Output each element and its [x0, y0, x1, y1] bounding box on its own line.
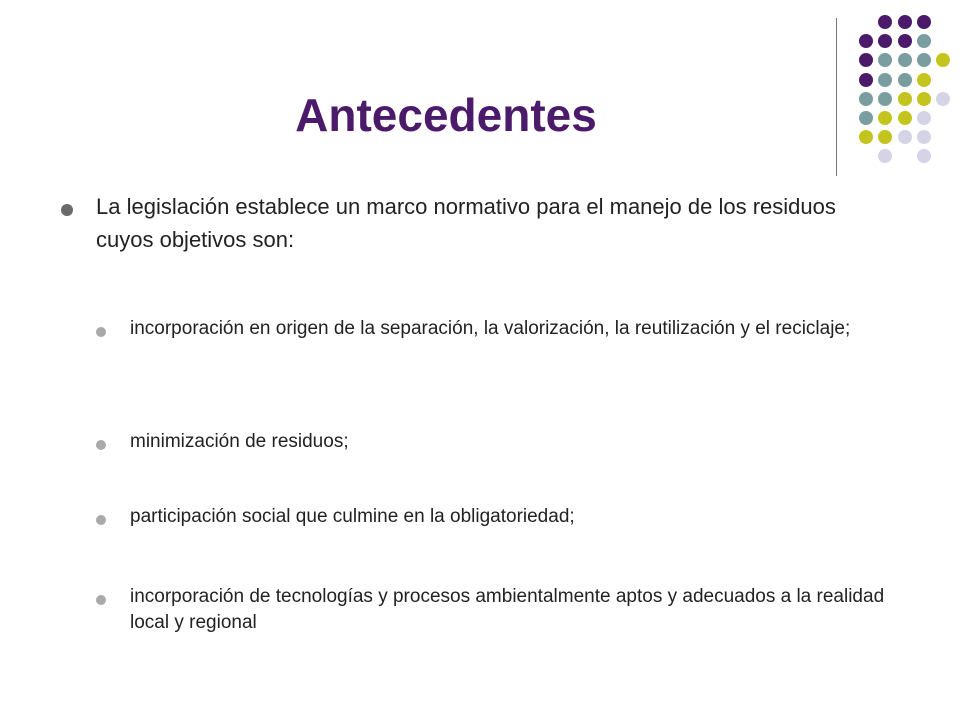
- dot-teal: [859, 111, 873, 125]
- dot-teal: [878, 53, 892, 67]
- dot-lavender: [936, 92, 950, 106]
- dot-lavender: [917, 149, 931, 163]
- dot-purple: [917, 15, 931, 29]
- sub-bullet-dot-icon: [96, 327, 106, 337]
- dot-teal: [898, 73, 912, 87]
- vertical-divider: [836, 18, 837, 176]
- dot-teal: [917, 53, 931, 67]
- bullet-dot-icon: [61, 204, 73, 216]
- dot-purple: [898, 15, 912, 29]
- dot-olive: [859, 130, 873, 144]
- sub-bullet-text-1: incorporación en origen de la separación, la valorización, la reutilización y el reciclaje;: [130, 318, 851, 339]
- sub-bullet-dot-icon: [96, 515, 106, 525]
- dot-purple: [878, 15, 892, 29]
- dot-teal: [878, 92, 892, 106]
- sub-bullet-text-4: incorporación de tecnologías y procesos ambientalmente aptos y adecuados a la realidad local y regional: [130, 586, 885, 633]
- dot-purple: [859, 34, 873, 48]
- dot-lavender: [917, 130, 931, 144]
- dot-teal: [859, 92, 873, 106]
- dot-purple: [859, 73, 873, 87]
- dot-lavender: [917, 111, 931, 125]
- dot-teal: [898, 53, 912, 67]
- dot-teal: [878, 73, 892, 87]
- dot-olive: [917, 92, 931, 106]
- dot-purple: [898, 34, 912, 48]
- dot-olive: [917, 73, 931, 87]
- dot-olive: [936, 53, 950, 67]
- dot-olive: [878, 130, 892, 144]
- sub-bullet-text-3: participación social que culmine en la obligatoriedad;: [130, 506, 575, 527]
- dot-olive: [878, 111, 892, 125]
- dot-teal: [917, 34, 931, 48]
- dot-olive: [898, 92, 912, 106]
- sub-bullet-dot-icon: [96, 595, 106, 605]
- slide-title: Antecedentes: [295, 89, 597, 141]
- main-bullet-text: La legislación establece un marco normativo para el manejo de los residuos cuyos objetivos son:: [96, 194, 836, 252]
- sub-bullet-dot-icon: [96, 440, 106, 450]
- dot-lavender: [878, 149, 892, 163]
- dot-purple: [859, 53, 873, 67]
- dot-olive: [898, 111, 912, 125]
- sub-bullet-text-2: minimización de residuos;: [130, 431, 349, 452]
- dot-lavender: [898, 130, 912, 144]
- dot-purple: [878, 34, 892, 48]
